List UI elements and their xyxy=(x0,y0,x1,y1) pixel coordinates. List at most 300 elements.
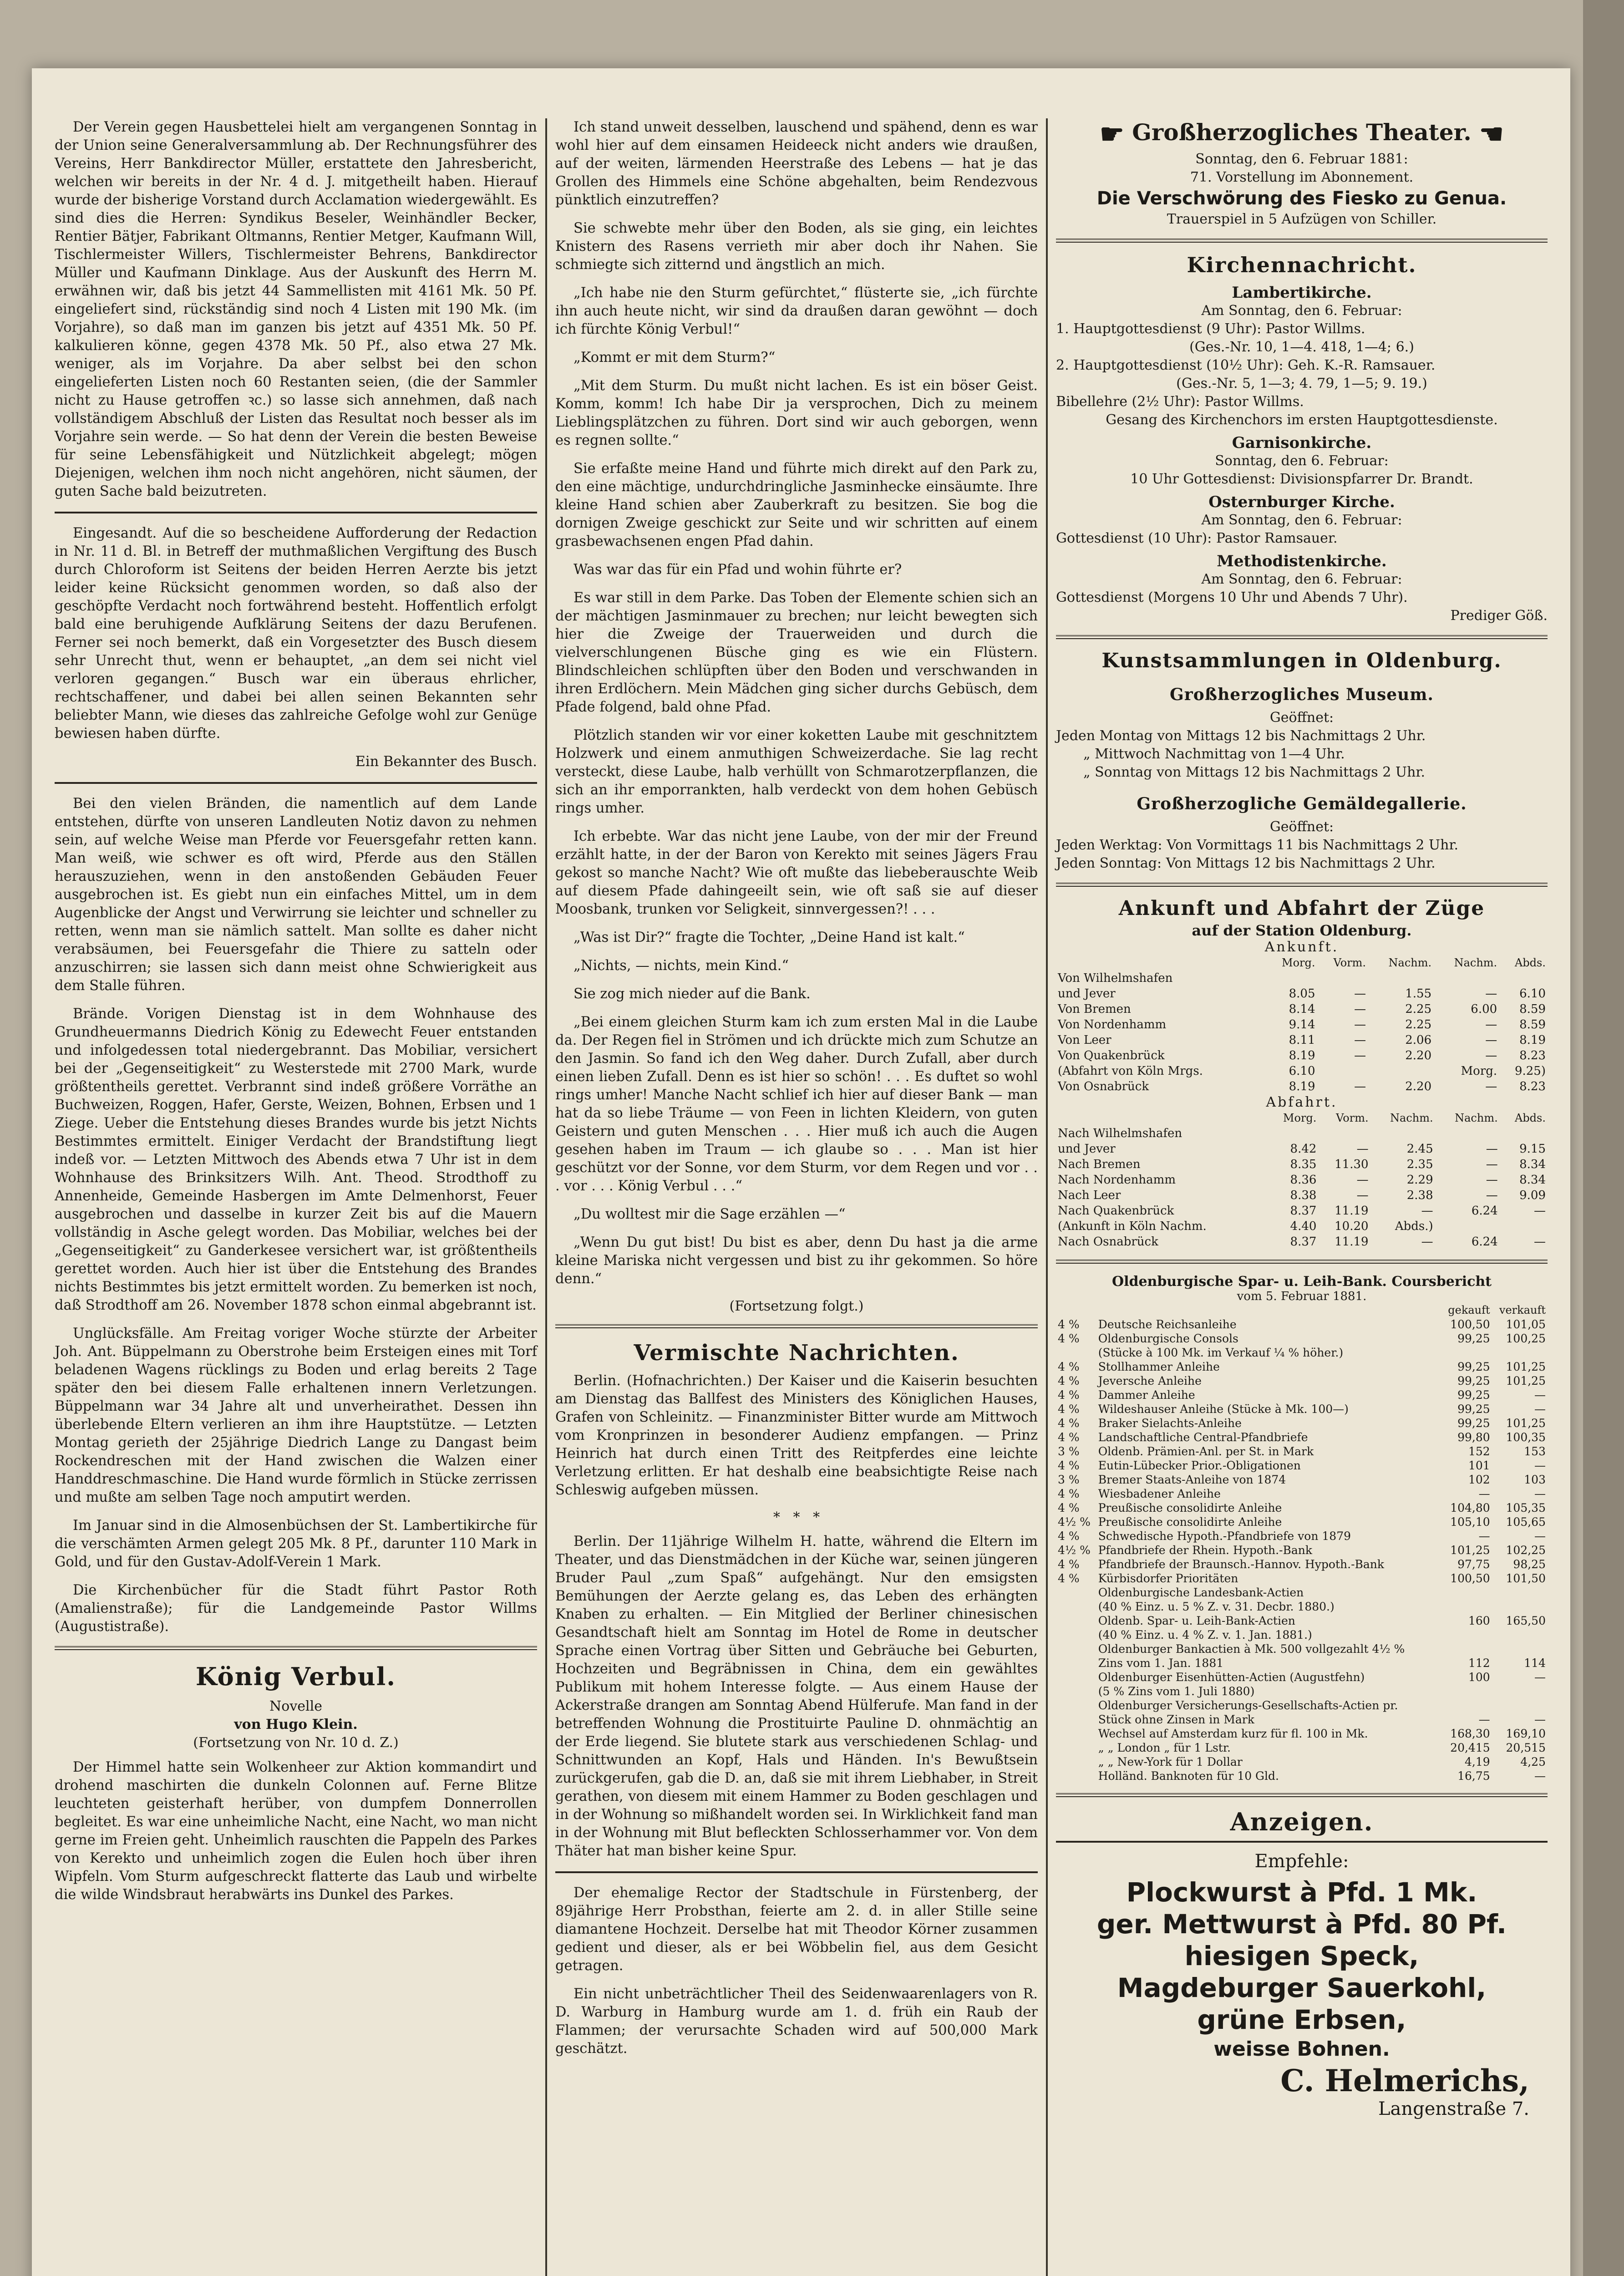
bank-sold xyxy=(1492,1600,1548,1614)
train-col-header: Nachm. xyxy=(1388,956,1432,969)
bank-security: (Stücke à 100 Mk. im Verkauf ¼ % höher.) xyxy=(1098,1346,1344,1359)
church-line: 1. Hauptgottesdienst (9 Uhr): Pastor Willms. xyxy=(1056,321,1365,337)
arrivals-table xyxy=(1056,955,1548,1094)
column-rule xyxy=(545,118,547,2276)
train-time: 6.00 xyxy=(1471,1002,1497,1016)
bank-security: Oldenburger Eisenhütten-Actien (Augustfehn) xyxy=(1098,1671,1365,1684)
divider xyxy=(1056,1793,1548,1797)
bank-sold: 102,25 xyxy=(1506,1544,1546,1557)
article-ungluecksfaelle: Unglücksfälle. Am Freitag voriger Woche stürzte der Arbeiter Joh. Ant. Büppelmann zu Oberstrohe beim Ersteigen eines mit Torf beladenen Wagens rücklings zu Boden und erlag bereits 2 Tage später den bei diesem Falle erhaltenen innern Verletzungen. Büppelmann war 34 Jahre alt und unverheirathet. Dessen ihn überlebende Eltern verlieren an ihm ihre Hauptstütze. — Letzten Montag gerieth der 25jährige Diedrich Lange zu Dangast beim Rockendreschen mit der Hand zwischen die Walzen einer Handdreschmaschine. Die Hand wurde förmlich in Stücke zerrissen und mußte am selben Tage noch amputirt werden. xyxy=(55,1326,537,1505)
table-row xyxy=(1056,1331,1548,1346)
bank-security: Stück ohne Zinsen in Mark xyxy=(1098,1713,1254,1726)
table-row xyxy=(1056,1346,1548,1360)
train-station: Nach Osnabrück xyxy=(1058,1235,1158,1249)
ad-line: ger. Mettwurst à Pfd. 80 Pf. xyxy=(1096,1909,1507,1940)
bank-security: Wildeshauser Anleihe (Stücke à Mk. 100—) xyxy=(1098,1402,1349,1416)
bank-security: Eutin-Lübecker Prior.-Obligationen xyxy=(1098,1459,1301,1472)
ad-line: Plockwurst à Pfd. 1 Mk. xyxy=(1126,1877,1477,1908)
train-col-header: Abds. xyxy=(1514,1112,1546,1124)
train-time: 8.11 xyxy=(1289,1033,1315,1047)
train-time xyxy=(1433,970,1499,986)
novel-title: König Verbul. xyxy=(195,1662,396,1691)
table-row xyxy=(1056,1571,1548,1585)
church-line: Gesang des Kirchenchors im ersten Hauptgottesdienste. xyxy=(1106,412,1498,428)
train-time: — xyxy=(1486,1189,1498,1202)
train-time: 6.10 xyxy=(1519,987,1546,1001)
article-berlin-hof: Berlin. (Hofnachrichten.) Der Kaiser und die Kaiserin besuchten am Dienstag das Ballfest des Ministers des Königlichen Hauses, Grafen von Schleinitz. — Finanzminister Bitter wurde am Mittwoch vom Kronprinzen in besonderer Audienz empfangen. — Prinz Heinrich hat durch einen Tritt des Reitpferdes eine leichte Verletzung erlitten. Er hat deshalb eine beabsichtigte Reise nach Schleswig aufgeben müssen. xyxy=(555,1373,1038,1498)
novel-text: „Was ist Dir?“ fragte die Tochter, „Deine Hand ist kalt.“ xyxy=(573,930,965,945)
bank-rate: 4 % xyxy=(1058,1431,1080,1444)
train-time: 2.06 xyxy=(1405,1033,1432,1047)
train-time: 8.19 xyxy=(1289,1049,1315,1062)
train-col-header: Vorm. xyxy=(1336,1112,1369,1124)
table-row xyxy=(1056,1529,1548,1543)
train-time: 6.24 xyxy=(1471,1204,1498,1218)
train-time: — xyxy=(1485,1033,1497,1047)
separator-asterisks: * * * xyxy=(773,1509,820,1525)
train-col-header xyxy=(1056,1110,1267,1126)
train-time: — xyxy=(1486,1173,1498,1187)
bank-rate xyxy=(1056,1642,1096,1656)
table-row xyxy=(1056,1501,1548,1515)
bank-sold: 103 xyxy=(1524,1473,1546,1486)
divider xyxy=(555,1871,1038,1873)
bank-security: „ „ London „ für 1 Lstr. xyxy=(1098,1741,1231,1754)
church-schedule xyxy=(1056,284,1548,625)
gallery-hours: Jeden Sonntag: Von Mittags 12 bis Nachmittags 2 Uhr. xyxy=(1056,855,1436,871)
bank-bought: 99,25 xyxy=(1457,1360,1490,1373)
bank-bought xyxy=(1441,1628,1492,1642)
church-name: Osternburger Kirche. xyxy=(1208,493,1395,511)
train-time: 9.14 xyxy=(1289,1018,1315,1031)
train-time: 1.55 xyxy=(1405,987,1432,1001)
bank-sold: — xyxy=(1534,1529,1546,1543)
bank-security: Oldenburger Bankactien à Mk. 500 vollgezahlt 4½ % xyxy=(1098,1642,1405,1656)
bank-bought: 99,25 xyxy=(1457,1417,1490,1430)
bank-bought: 100,50 xyxy=(1450,1572,1490,1585)
table-row xyxy=(1056,1769,1548,1783)
divider xyxy=(55,782,537,784)
table-row xyxy=(1056,1416,1548,1430)
train-station: Nach Wilhelmshafen xyxy=(1058,1127,1182,1140)
bank-rate xyxy=(1056,1614,1096,1628)
bank-sold xyxy=(1492,1698,1548,1712)
novel-text: Sie erfaßte meine Hand und führte mich direkt auf den Park zu, den eine mächtige, undurchdringliche Jasminhecke einsäumte. Ihre kleine Hand schien aber Zauberkraft zu besitzen. Sie bog die dornigen Zweige geschickt zur Seite und wir schritten auf einem grasbewachsenen engen Pfad dahin. xyxy=(555,461,1038,549)
bank-security: Zins vom 1. Jan. 1881 xyxy=(1098,1656,1224,1670)
bank-security: Kürbisdorfer Prioritäten xyxy=(1098,1572,1238,1585)
train-time: — xyxy=(1485,987,1497,1001)
train-time: — xyxy=(1356,1173,1369,1187)
train-time: 8.23 xyxy=(1519,1049,1546,1062)
bank-sold xyxy=(1492,1684,1548,1698)
train-time: 8.23 xyxy=(1519,1080,1546,1093)
bank-security: Wiesbadener Anleihe xyxy=(1098,1487,1221,1500)
novel-text: Ich erbebte. War das nicht jene Laube, von der mir der Freund erzählt hatte, in der der Baron von Kerekto mit seines Jägers Frau gekost so manche Nacht? Wie oft mußte das liebeberauschte Weib auf diesem Pfade dahingeeilt sein, wie oft saß sie auf dieser Moosbank, trunken vor Seligkeit, sinnvergessen?! . . . xyxy=(555,828,1038,917)
train-time: — xyxy=(1354,1049,1366,1062)
train-col-header: Morg. xyxy=(1283,1112,1317,1124)
bank-security: Oldenburger Versicherungs-Gesellschafts-Actien pr. xyxy=(1098,1699,1398,1712)
table-row xyxy=(1056,1317,1548,1331)
bank-bought: 97,75 xyxy=(1457,1558,1490,1571)
train-time: 8.36 xyxy=(1290,1173,1317,1187)
bank-sold: — xyxy=(1534,1769,1546,1783)
bank-bought: 100,50 xyxy=(1450,1318,1490,1331)
table-row xyxy=(1056,1017,1548,1032)
train-time: — xyxy=(1421,1204,1433,1218)
church-line: 2. Hauptgottesdienst (10½ Uhr): Geh. K.-R. Ramsauer. xyxy=(1056,357,1436,373)
train-time: 8.59 xyxy=(1519,1018,1546,1031)
divider xyxy=(1056,1841,1548,1843)
article-almosenbuechsen: Im Januar sind in die Almosenbüchsen der St. Lambertikirche für die verschämten Armen gelegt 205 Mk. 8 Pf., darunter 110 Mark in Gold, und für den Gustav-Adolf-Verein 1 Mark. xyxy=(55,1518,537,1570)
museum-hours: „ Mittwoch Nachmittag von 1—4 Uhr. xyxy=(1083,746,1345,762)
train-time: 4.40 xyxy=(1290,1219,1317,1233)
bank-security: Deutsche Reichsanleihe xyxy=(1098,1318,1237,1331)
bank-date: vom 5. Februar 1881. xyxy=(1237,1290,1367,1303)
bank-sold: 101,50 xyxy=(1506,1572,1546,1585)
train-time: Morg. xyxy=(1461,1064,1497,1078)
bank-security: Oldenb. Spar- u. Leih-Bank-Actien xyxy=(1098,1614,1295,1627)
ads-title: Anzeigen. xyxy=(1230,1807,1374,1836)
bank-bought: — xyxy=(1478,1487,1490,1500)
ad-recommend: Empfehle: xyxy=(1254,1851,1349,1872)
bank-security: Pfandbriefe der Rhein. Hypoth.-Bank xyxy=(1098,1544,1312,1557)
bank-bought: 102 xyxy=(1468,1473,1490,1486)
bank-rate xyxy=(1056,1741,1096,1755)
bank-rate xyxy=(1056,1712,1096,1727)
article-raub-der-flammen: Ein nicht unbeträchtlicher Theil des Seidenwaarenlagers von R. D. Warburg in Hamburg wurde am 1. d. früh ein Raub der Flammen; der verursachte Schaden wird auf 500,000 Mark geschätzt. xyxy=(555,1986,1038,2057)
table-row xyxy=(1056,1048,1548,1063)
bank-sold: 101,25 xyxy=(1506,1360,1546,1373)
table-row xyxy=(1056,1698,1548,1712)
novel-text: Sie schwebte mehr über den Boden, als sie ging, ein leichtes Knistern des Rasens verrieth mir aber doch ihr Nahen. Sie schmiegte sich zitternd und ängstlich an mich. xyxy=(555,220,1038,273)
train-station: Von Nordenhamm xyxy=(1058,1018,1167,1031)
table-row xyxy=(1056,1402,1548,1416)
bank-rate xyxy=(1056,1600,1096,1614)
train-col-header: Nachm. xyxy=(1454,956,1497,969)
bank-bought: 100 xyxy=(1468,1671,1490,1684)
train-time: — xyxy=(1354,1002,1366,1016)
bank-rate xyxy=(1056,1684,1096,1698)
train-time: 11.19 xyxy=(1335,1204,1369,1218)
train-time xyxy=(1265,970,1317,986)
church-line: Gottesdienst (Morgens 10 Uhr und Abends 7 Uhr). xyxy=(1056,589,1408,605)
church-line: Am Sonntag, den 6. Februar: xyxy=(1201,571,1402,587)
table-row xyxy=(1056,1444,1548,1458)
ad-line: grüne Erbsen, xyxy=(1197,2004,1406,2035)
newspaper-page xyxy=(32,68,1570,2276)
novel-text: Was war das für ein Pfad und wohin führte er? xyxy=(573,562,902,578)
bank-bought: — xyxy=(1478,1529,1490,1543)
church-line: Bibellehre (2½ Uhr): Pastor Willms. xyxy=(1056,394,1304,410)
bank-rate: 3 % xyxy=(1058,1445,1080,1458)
bank-rate: 4 % xyxy=(1058,1501,1080,1514)
bank-rate: 4 % xyxy=(1058,1332,1080,1345)
theater-performance: 71. Vorstellung im Abonnement. xyxy=(1190,169,1414,185)
table-row xyxy=(1056,1001,1548,1017)
train-time: 8.05 xyxy=(1289,987,1315,1001)
bank-bought: 99,25 xyxy=(1457,1374,1490,1387)
bank-rate xyxy=(1056,1585,1096,1600)
train-time xyxy=(1435,1219,1500,1234)
bank-sold xyxy=(1492,1628,1548,1642)
bank-sold: 100,35 xyxy=(1506,1431,1546,1444)
bank-bought: 101,25 xyxy=(1450,1544,1490,1557)
museum-hours: „ Sonntag von Mittags 12 bis Nachmittags 2 Uhr. xyxy=(1083,764,1426,780)
bank-security: „ „ New-York für 1 Dollar xyxy=(1098,1755,1243,1768)
theater-description: Trauerspiel in 5 Aufzügen von Schiller. xyxy=(1167,211,1437,227)
column-1 xyxy=(55,118,537,1914)
train-time: — xyxy=(1485,1080,1497,1093)
departures-table xyxy=(1056,1110,1548,1250)
train-col-header xyxy=(1056,955,1265,970)
table-row xyxy=(1056,1063,1548,1079)
train-station: Von Osnabrück xyxy=(1058,1080,1149,1093)
train-time: 2.25 xyxy=(1405,1018,1432,1031)
bank-sold xyxy=(1492,1346,1548,1360)
table-row xyxy=(1056,1600,1548,1614)
bank-sold: 105,65 xyxy=(1506,1515,1546,1529)
table-row xyxy=(1056,1188,1548,1203)
train-time: 9.15 xyxy=(1519,1142,1546,1156)
church-line: Gottesdienst (10 Uhr): Pastor Ramsauer. xyxy=(1056,530,1338,546)
train-time: 8.38 xyxy=(1290,1189,1317,1202)
table-row xyxy=(1056,1712,1548,1727)
bank-bought: 168,30 xyxy=(1450,1727,1490,1740)
church-name: Lambertikirche. xyxy=(1232,284,1372,302)
novel-text: „Kommt er mit dem Sturm?“ xyxy=(573,350,776,366)
bank-bought: — xyxy=(1478,1713,1490,1726)
table-row xyxy=(1056,1360,1548,1374)
bank-bought: 99,25 xyxy=(1457,1388,1490,1402)
museum-open-label: Geöffnet: xyxy=(1269,710,1334,726)
train-time xyxy=(1368,1063,1433,1079)
table-row xyxy=(1056,1656,1548,1670)
bank-sold: 105,35 xyxy=(1506,1501,1546,1514)
table-row xyxy=(1056,1234,1548,1250)
train-col-header: Vorm. xyxy=(1333,956,1366,969)
bank-bought: 160 xyxy=(1468,1614,1490,1627)
train-station: Nach Bremen xyxy=(1058,1158,1141,1171)
bank-rate xyxy=(1056,1769,1096,1783)
bank-security: (5 % Zins vom 1. Juli 1880) xyxy=(1098,1685,1255,1698)
train-time: — xyxy=(1354,1018,1366,1031)
train-time xyxy=(1267,1126,1319,1141)
train-time: 2.35 xyxy=(1406,1158,1433,1171)
train-time: 2.29 xyxy=(1406,1173,1433,1187)
table-row xyxy=(1056,1203,1548,1219)
bank-bought: 99,80 xyxy=(1457,1431,1490,1444)
bank-sold: — xyxy=(1534,1713,1546,1726)
bank-security: Dammer Anleihe xyxy=(1098,1388,1195,1402)
church-line: Sonntag, den 6. Februar: xyxy=(1215,453,1389,469)
table-row xyxy=(1056,1141,1548,1157)
bank-sold: 101,05 xyxy=(1506,1318,1546,1331)
bank-table xyxy=(1056,1303,1548,1783)
column-2 xyxy=(555,118,1038,2068)
train-time: 6.24 xyxy=(1471,1235,1498,1249)
train-time: 6.10 xyxy=(1289,1064,1315,1078)
divider xyxy=(1056,635,1548,639)
divider xyxy=(1056,883,1548,887)
bank-security: Oldenburgische Landesbank-Actien xyxy=(1098,1586,1304,1599)
ad-address: Langenstraße 7. xyxy=(1378,2098,1529,2119)
arrivals-label: Ankunft. xyxy=(1264,939,1339,955)
pointing-hand-right-icon: ☛ xyxy=(1099,118,1124,150)
train-time: 2.20 xyxy=(1405,1049,1432,1062)
train-col-header: Morg. xyxy=(1282,956,1315,969)
novel-text: Es war still in dem Parke. Das Toben der Elemente schien sich an der mächtigen Jasminmauer zu brechen; nur leicht bewegten sich hier die Zweige der Trauerweiden und durch die vielverschlungenen Büsche ging es wie ein Flüstern. Blindschleichen schlüpften über den Boden und verschwanden in ihren Erdlöchern. Mein Mädchen ging sicher durchs Gebüsch, dem Pfade folgend, bald ohne Pfad. xyxy=(555,590,1038,715)
church-line: Am Sonntag, den 6. Februar: xyxy=(1201,512,1402,528)
train-time: 11.19 xyxy=(1335,1235,1369,1249)
train-station: Von Wilhelmshafen xyxy=(1058,971,1173,985)
train-time: 8.19 xyxy=(1519,1033,1546,1047)
train-time: 11.30 xyxy=(1335,1158,1369,1171)
novel-text: Der Himmel hatte sein Wolkenheer zur Aktion kommandirt und drohend maschirten die dunkeln Colonnen auf. Ferne Blitze leuchteten geisterhaft herüber, von dumpfem Donnerrollen begleitet. Es war eine unheimliche Nacht, eine Nacht, wo man nicht gerne im Freien geht. Unheimlich rauschten die Pappeln des Parkes von Kerekto und unheimlich zogen die Eulen hoch über ihren Wipfeln. Vom Sturm aufgeschreckt flatterte das Laub und wirbelte die wilde Windsbraut herabwärts ins Dunkel des Parkes. xyxy=(55,1759,537,1903)
bank-bought: 99,25 xyxy=(1457,1402,1490,1416)
train-time xyxy=(1499,970,1548,986)
column-rule xyxy=(1046,118,1048,2276)
train-time: 8.19 xyxy=(1289,1080,1315,1093)
ad-line: Magdeburger Sauerkohl, xyxy=(1117,1972,1487,2003)
train-time: 2.20 xyxy=(1405,1080,1432,1093)
bank-bought: 112 xyxy=(1468,1656,1490,1670)
column-3 xyxy=(1056,118,1548,2119)
theater-header xyxy=(1056,118,1548,150)
train-col-header: Nachm. xyxy=(1390,1112,1433,1124)
table-row xyxy=(1056,1642,1548,1656)
novel-text: „Wenn Du gut bist! Du bist es aber, denn Du hast ja die arme kleine Mariska nicht vergessen und bist zu ihr gekommen. So höre denn.“ xyxy=(555,1235,1038,1287)
church-line: (Ges.-Nr. 10, 1—4. 418, 1—4; 6.) xyxy=(1189,339,1414,355)
divider xyxy=(1056,1260,1548,1264)
table-row xyxy=(1056,1157,1548,1172)
church-line: 10 Uhr Gottesdienst: Divisionspfarrer Dr. Brandt. xyxy=(1130,471,1473,487)
church-name: Methodistenkirche. xyxy=(1217,552,1387,570)
binding-edge xyxy=(1583,0,1624,2276)
novel-text: Ich stand unweit desselben, lauschend und spähend, denn es war wohl hier auf dem einsamen Heideeck nicht anders wie draußen, auf der weiten, lärmenden Heerstraße des Lebens — hat je das Grollen des Himmels eine Schöne abgehalten, beim Rendezvous pünktlich einzutreffen? xyxy=(555,119,1038,208)
table-row xyxy=(1056,1079,1548,1094)
train-time: 2.25 xyxy=(1405,1002,1432,1016)
bank-bought: 4,19 xyxy=(1464,1755,1490,1768)
bank-security: Oldenb. Prämien-Anl. per St. in Mark xyxy=(1098,1445,1314,1458)
bank-rate xyxy=(1056,1670,1096,1684)
train-time: 9.09 xyxy=(1519,1189,1546,1202)
table-row xyxy=(1056,1557,1548,1571)
article-diamantene-hochzeit: Der ehemalige Rector der Stadtschule in Fürstenberg, der 89jährige Herr Probsthan, feierte am 2. d. in aller Stille seine diamantene Hochzeit. Derselbe hat mit Theodor Körner zusammen gedient und dieser, als er bei Wöbbelin fiel, aus dem Gesicht getragen. xyxy=(555,1885,1038,1974)
bank-bought: 105,10 xyxy=(1450,1515,1490,1529)
train-time: — xyxy=(1356,1142,1369,1156)
theater-play: Die Verschwörung des Fiesko zu Genua. xyxy=(1096,188,1507,209)
table-row xyxy=(1056,1430,1548,1444)
gallery-title: Großherzogliche Gemäldegallerie. xyxy=(1137,794,1467,813)
train-station: Nach Quakenbrück xyxy=(1058,1204,1174,1218)
article-hausbettelei: Der Verein gegen Hausbettelei hielt am vergangenen Sonntag in der Union seine Generalversammlung ab. Der Rechnungsführer des Vereins, Herr Bankdirector Müller, erstattete den Jahresbericht, welchen wir bereits in der Nr. 4 d. J. mitgetheilt haben. Hierauf wurde der bisherige Vorstand durch Acclamation wiedergewählt. Es sind dies die Herren: Syndikus Beseler, Weinhändler Becker, Rentier Bätjer, Fabrikant Oltmanns, Rentier Metger, Kaufmann Will, Tischlermeister Willers, Tischlermeister Behrens, Bankdirector Müller und Kaufmann Dinklage. Aus der Auskunft des Herrn M. erwähnen wir, daß bis jetzt 44 Sammellisten mit 4161 Mk. 50 Pf. eingeliefert sind, rückständig sind noch 4 Listen mit 190 Mk. (im Vorjahre), so daß man im ganzen bis jetzt auf 4351 Mk. 50 Pf. kalkulieren könne, gegen 4378 Mk. 50 Pf., also etwa 27 Mk. weniger, als im Vorjahre. Da aber selbst bei den schon eingelieferten Listen noch 60 Restanten seien, (die der Sammler nicht zu Hause getroffen ꝛc.) so lasse sich annehmen, daß nach vollständigem Abschluß der Listen das Resultat noch besser als im Vorjahre sein werde. — So hat denn der Verein die besten Beweise für seine Lebensfähigkeit und Nützlichkeit abgelegt; mögen Diejenigen, welchen ihm noch nicht angehören, nicht säumen, der guten Sache bald beizutreten. xyxy=(55,119,537,499)
train-station: (Ankunft in Köln Nachm. xyxy=(1058,1219,1207,1233)
table-row xyxy=(1056,970,1548,986)
museum-hours: Jeden Montag von Mittags 12 bis Nachmittags 2 Uhr. xyxy=(1056,728,1426,744)
bank-rate: 4 % xyxy=(1058,1529,1080,1543)
train-station: (Abfahrt von Köln Mrgs. xyxy=(1058,1064,1203,1078)
train-time xyxy=(1500,1219,1548,1234)
bank-rate: 4 % xyxy=(1058,1459,1080,1472)
table-row xyxy=(1056,1032,1548,1048)
bank-rate: 4 % xyxy=(1058,1417,1080,1430)
bank-rate: 4 % xyxy=(1058,1558,1080,1571)
bank-bought xyxy=(1441,1346,1492,1360)
departures-label: Abfahrt. xyxy=(1266,1094,1338,1110)
divider xyxy=(55,512,537,513)
novel-text: Plötzlich standen wir vor einer koketten Laube mit geschnitztem Holzwerk und einem anmuthigen Schweizerdache. Sie lag recht versteckt, diese Laube, halb verhüllt von Schmarotzerpflanzen, die sich an ihr emporrankten, halb verdeckt von dem hohen Gebüsch rings umher. xyxy=(555,727,1038,816)
bank-bought xyxy=(1441,1585,1492,1600)
bank-bought xyxy=(1441,1698,1492,1712)
train-time: — xyxy=(1354,1033,1366,1047)
bank-bought xyxy=(1441,1600,1492,1614)
bank-sold xyxy=(1492,1642,1548,1656)
bank-sold: 114 xyxy=(1524,1656,1546,1670)
trains-subtitle: auf der Station Oldenburg. xyxy=(1192,922,1412,939)
train-time: 8.35 xyxy=(1290,1158,1317,1171)
novel-text: „Bei einem gleichen Sturm kam ich zum ersten Mal in die Laube da. Der Regen fiel in Strömen und ich drückte mich zum Schutze an den Jasmin. So fand ich den Weg daher. Durch Zufall, aber durch einen lieben Zufall. Denn es ist hier so schön! . . . Es duftet so wohl rings umher! Manche Nacht schlief ich hier auf dieser Bank — man hat da so liebe Träume — von Feen in lichten Kleidern, von guten Geistern und guten Menschen . . . Hier muß ich auch die Augen gesehen haben im Traum — ich glaube so . . . Man ist hier geschützt vor der Sonne, vor dem Sturm, vor dem Regen und vor . . . vor . . . König Verbul . . .“ xyxy=(555,1014,1038,1194)
article-signature: Ein Bekannter des Busch. xyxy=(355,754,537,770)
train-time: 8.37 xyxy=(1290,1204,1317,1218)
train-station: und Jever xyxy=(1058,987,1116,1001)
table-row xyxy=(1056,1670,1548,1684)
trains-title: Ankunft und Abfahrt der Züge xyxy=(1118,897,1485,920)
bank-rate xyxy=(1056,1698,1096,1712)
divider xyxy=(55,1646,537,1650)
table-row xyxy=(1056,1515,1548,1529)
train-station: Nach Nordenhamm xyxy=(1058,1173,1176,1187)
train-station: Von Quakenbrück xyxy=(1058,1049,1165,1062)
bank-title: Oldenburgische Spar- u. Leih-Bank. Coursbericht xyxy=(1111,1274,1492,1290)
bank-sold: 98,25 xyxy=(1513,1558,1546,1571)
train-time: — xyxy=(1534,1235,1546,1249)
bank-bought: 152 xyxy=(1468,1445,1490,1458)
bank-sold: 101,25 xyxy=(1506,1417,1546,1430)
train-time: 8.59 xyxy=(1519,1002,1546,1016)
bank-security: Pfandbriefe der Braunsch.-Hannov. Hypoth.-Bank xyxy=(1098,1558,1385,1571)
train-time xyxy=(1317,1063,1368,1079)
bank-header-sold: verkauft xyxy=(1499,1304,1546,1316)
theater-title: Großherzogliches Theater. xyxy=(1132,119,1472,146)
novel-text: Sie zog mich nieder auf die Bank. xyxy=(573,986,811,1002)
table-row xyxy=(1056,1684,1548,1698)
table-row xyxy=(1056,1487,1548,1501)
bank-rate xyxy=(1056,1656,1096,1670)
train-time xyxy=(1435,1126,1500,1141)
bank-security: Stollhammer Anleihe xyxy=(1098,1360,1220,1373)
novel-text: „Ich habe nie den Sturm gefürchtet,“ flüsterte sie, „ich fürchte ihn auch heute nicht, wir sind da draußen daran gewöhnt — doch ich fürchte König Verbul!“ xyxy=(555,285,1038,337)
train-time: — xyxy=(1354,987,1366,1001)
train-time: 8.37 xyxy=(1290,1235,1317,1249)
bank-security: Landschaftliche Central-Pfandbriefe xyxy=(1098,1431,1308,1444)
church-line: (Ges.-Nr. 5, 1—3; 4. 79, 1—5; 9. 19.) xyxy=(1176,376,1427,391)
section-title-vermischte: Vermischte Nachrichten. xyxy=(634,1340,959,1366)
train-col-header: Abds. xyxy=(1514,956,1546,969)
bank-rate: 4 % xyxy=(1058,1318,1080,1331)
bank-rate xyxy=(1056,1755,1096,1769)
train-time: 2.45 xyxy=(1406,1142,1433,1156)
article-braende-pferde: Bei den vielen Bränden, die namentlich auf dem Lande entstehen, dürfte von unseren Landleuten Notiz davon zu nehmen sein, auf welche Weise man Pferde vor Feuersgefahr retten kann. Man weiß, wie schwer es oft wird, Pferde aus den Ställen herauszuziehen, wenn in den anstoßenden Gebäuden Feuer ausgebrochen ist. Es giebt nun ein einfaches Mittel, um in dem Augenblicke der Angst und Verwirrung sie leichter und schneller zu retten, wenn man sie nämlich sattelt. Man sollte es daher nicht verabsäumen, bei Feuersgefahr die Thiere zu satteln oder anzuschirren; sie lassen sich dann meist ohne Schwierigkeit aus dem Stalle führen. xyxy=(55,796,537,994)
bank-bought xyxy=(1441,1684,1492,1698)
table-row xyxy=(1056,1473,1548,1487)
bank-sold: — xyxy=(1534,1402,1546,1416)
bank-bought xyxy=(1441,1642,1492,1656)
table-row xyxy=(1056,1585,1548,1600)
bank-rate xyxy=(1056,1727,1096,1741)
table-row xyxy=(1056,1458,1548,1473)
table-row xyxy=(1056,1388,1548,1402)
bank-bought: 101 xyxy=(1468,1459,1490,1472)
